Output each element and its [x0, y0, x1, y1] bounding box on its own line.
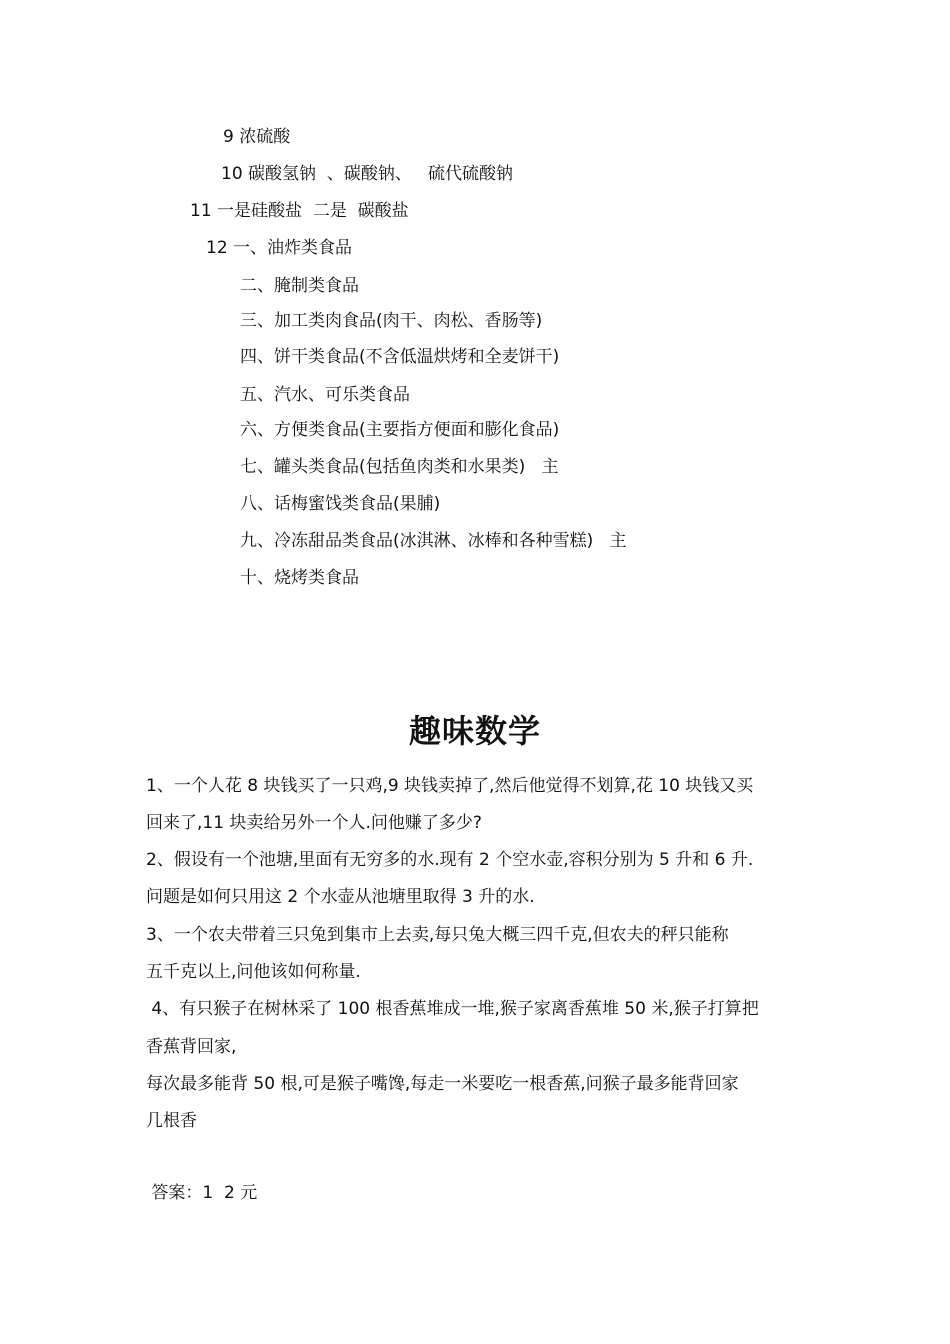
- list-item-11: 11 一是硅酸盐 二是 碳酸盐: [190, 201, 409, 221]
- puzzle-4-line-1: 4、有只猴子在树林采了 100 根香蕉堆成一堆,猴子家离香蕉堆 50 米,猴子打算把: [146, 999, 759, 1019]
- food-item: 八、话梅蜜饯类食品(果脯): [240, 494, 441, 514]
- puzzle-4-line-3: 每次最多能背 50 根,可是猴子嘴馋,每走一米要吃一根香蕉,问猴子最多能背回家: [146, 1074, 739, 1094]
- food-item: 四、饼干类食品(不含低温烘烤和全麦饼干): [240, 347, 560, 367]
- puzzle-3-line-1: 3、一个农夫带着三只兔到集市上去卖,每只兔大概三四千克,但农夫的秤只能称: [146, 925, 729, 945]
- list-item-9: 9 浓硫酸: [223, 127, 291, 147]
- puzzle-1-line-1: 1、一个人花 8 块钱买了一只鸡,9 块钱卖掉了,然后他觉得不划算,花 10 块钱又买: [146, 776, 754, 796]
- food-item: 三、加工类肉食品(肉干、肉松、香肠等): [240, 311, 543, 331]
- food-item: 七、罐头类食品(包括鱼肉类和水果类) 主: [240, 457, 559, 477]
- list-item-12: 12 一、油炸类食品: [206, 238, 353, 258]
- food-item: 六、方便类食品(主要指方便面和膨化食品): [240, 420, 560, 440]
- puzzle-2-line-2: 问题是如何只用这 2 个水壶从池塘里取得 3 升的水.: [146, 887, 535, 907]
- list-item-10: 10 碳酸氢钠 、碳酸钠、 硫代硫酸钠: [221, 164, 514, 184]
- puzzle-2-line-1: 2、假设有一个池塘,里面有无穷多的水.现有 2 个空水壶,容积分别为 5 升和 6 升.: [146, 850, 754, 870]
- puzzle-3-line-2: 五千克以上,问他该如何称量.: [146, 962, 361, 982]
- answer-line: 答案：1 2 元: [146, 1183, 258, 1203]
- food-item: 九、冷冻甜品类食品(冰淇淋、冰棒和各种雪糕) 主: [240, 531, 627, 551]
- food-item: 五、汽水、可乐类食品: [240, 385, 410, 405]
- food-item: 二、腌制类食品: [240, 276, 359, 296]
- puzzle-1-line-2: 回来了,11 块卖给另外一个人.问他赚了多少?: [146, 813, 482, 833]
- puzzle-4-line-4: 几根香: [146, 1111, 197, 1131]
- food-item: 十、烧烤类食品: [240, 568, 359, 588]
- puzzle-4-line-2: 香蕉背回家,: [146, 1037, 237, 1057]
- section-title: 趣味数学: [408, 712, 541, 750]
